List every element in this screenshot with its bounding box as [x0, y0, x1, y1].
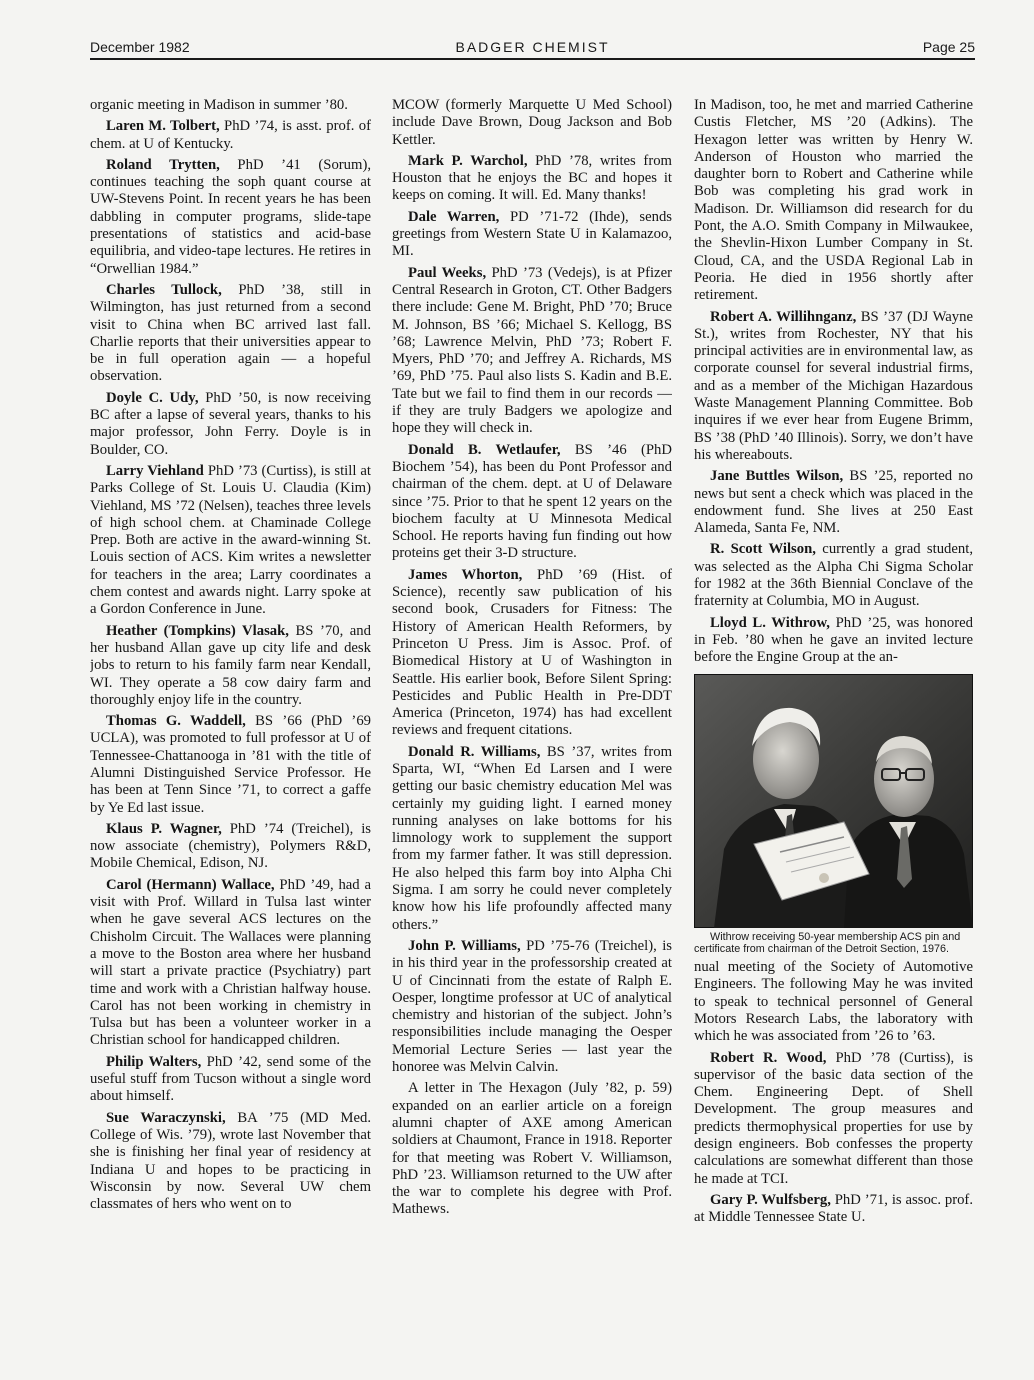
name-lead: Gary P. Wulfsberg, — [710, 1191, 831, 1208]
paragraph-text: PhD ’25, was honored in Feb. ’80 when he gave an invited lecture before the Engine Group at the an- — [694, 614, 973, 666]
paragraph — [90, 97, 371, 114]
column-3-top — [694, 97, 973, 667]
paragraph-text: nual meeting of the Society of Automotive Engineers. The following May he was invited to speak to technical personnel of General Motors Research Labs, the laboratory with which he was associated from ’26 to ’63. — [694, 959, 973, 1045]
paragraph-text: PhD ’78, writes from Houston that he enjoys the BC and hopes it keeps on coming. It will. Ed. Many thanks! — [392, 152, 672, 204]
paragraph-text: In Madison, too, he met and married Catherine Custis Fletcher, MS ’20 (Adkins). The Hexagon letter was written by Henry W. Anderson of Houston who married the daughter born to Robert and Catherine while Bob was completing his grad work in Madison. Dr. Williamson did research for du Pont, the A.O. Smith Company in Milwaukee, the Shevlin-Hixon Lumber Company in St. Cloud, CA, and the USDA Regional Lab in Peoria. He died in 1956 shortly after retirement. — [694, 97, 973, 304]
paragraph — [392, 265, 672, 438]
paragraph — [694, 1192, 973, 1227]
name-lead: Paul Weeks, — [408, 264, 487, 281]
name-lead: Jane Buttles Wilson, — [710, 468, 844, 485]
paragraph-text: PhD ’71, is assoc. prof. at Middle Tennessee State U. — [694, 1191, 973, 1226]
running-header — [90, 39, 975, 59]
withrow-photo — [694, 674, 973, 928]
paragraph-text: BS ’37, writes from Sparta, WI, “When Ed Larsen and I were getting our basic chemistry education Mel was certainly my guiding light. I earned money running analyses on lake bottoms for his limnology work to supplement the support from my farmer father. It was still depression. He also helped this farm boy into Alpha Chi Sigma. I am sorry he could never completely know how his life profoundly affected many others.” — [392, 743, 672, 933]
paragraph-text: PhD ’49, had a visit with Prof. Willard in Tulsa last winter when he gave several ACS lectures on the Chisholm Circuit. The Wallaces were planning a move to the Boston area where her husband will start a private practice (Psychiatry) part time and work with a Christian halfway house. Carol has not been working in chemistry in Tulsa but has been a volunteer worker in a Christian school for handicapped children. — [90, 876, 371, 1049]
paragraph-text: A letter in The Hexagon (July ’82, p. 59) expanded on an earlier article on a foreign alumni chapter of AXE among American soldiers at Chaumont, France in 1918. Reporter for that meeting was Robert V. Williamson, PhD ’23. Williamson returned to the UW after the war to complete his degree with Prof. Mathews. — [392, 1080, 672, 1218]
paragraph-text: PhD ’73 (Vedejs), is at Pfizer Central Research in Groton, CT. Other Badgers there include: Gene M. Bright, PhD ’70; Bruce M. Johnson, BS ’66; Michael S. Kellogg, BS ’68; Lawrence Melvin, PhD ’73; Robert F. Myers, PhD ’70; and Jeffrey A. Richards, MS ’69, PhD ’75. Paul also lists S. Kadin and B.E. Tate but we fail to find them in our records — if they are truly Badgers we apologize and hope they will check in. — [392, 264, 672, 437]
paragraph-text: BS ’46 (PhD Biochem ’54), has been du Pont Professor and chairman of the chem. dept. at U of Delaware since ’75. Prior to that he spent 12 years on the biochem faculty at U Minnesota Medical School. He reports having fun finding out how proteins get their 3-D structure. — [392, 441, 672, 562]
paragraph-text: PhD ’74 (Treichel), is now associate (chemistry), Polymers R&D, Mobile Chemical, Edison, NJ. — [90, 820, 371, 872]
paragraph — [694, 97, 973, 305]
paragraph-text: BS ’37 (DJ Wayne St.), writes from Rochester, NY that his principal activities are in environmental law, as corporate counsel for several industrial firms, and as a member of the Michigan Hazardous Waste Management Planning Committee. Bob inquires if we ever hear from Eugene Brimm, BS ’38 (PhD ’40 Illinois). Sorry, we don’t have his whereabouts. — [694, 308, 973, 463]
paragraph — [90, 390, 371, 459]
name-lead: Dale Warren, — [408, 208, 500, 225]
name-lead: Heather (Tompkins) Vlasak, — [106, 622, 289, 639]
paragraph — [392, 938, 672, 1076]
paragraph-text: PhD ’69 (Hist. of Science), recently saw publication of his second book, Crusaders for Fitness: The History of American Health Reformers, by Princeton U Press. Jim is Assoc. Prof. of Biomedical History at U of Washington in Seattle. His earlier book, Before Silent Spring: Pesticides and Public Health in Pre-DDT America (Princeton, 1974) has had excellent reviews and frequent citations. — [392, 566, 672, 739]
name-lead: Thomas G. Waddell, — [106, 713, 246, 730]
paragraph — [90, 1054, 371, 1106]
paragraph — [392, 97, 672, 149]
name-lead: Robert A. Willihnganz, — [710, 308, 857, 325]
paragraph-text: PD ’71-72 (Ihde), sends greetings from Western State U in Kalamazoo, MI. — [392, 208, 672, 260]
name-lead: Doyle C. Udy, — [106, 389, 199, 406]
name-lead: Donald R. Williams, — [408, 743, 541, 760]
paragraph-text: PhD ’41 (Sorum), continues teaching the soph quant course at UW-Stevens Point. In recent years he has been dabbling in computer programs, slide-tape presentations of statistics and acid-base equilibria, and video-tape lectures. He retires in “Orwellian 1984.” — [90, 156, 371, 277]
paragraph-text: BS ’66 (PhD ’69 UCLA), was promoted to full professor at U of Tennessee-Chattanooga in ’81 with the title of Alumni Distinguished Service Professor. He has been at Tenn Since ’71, to correct a gaffe by Ye Ed last issue. — [90, 713, 371, 816]
paragraph — [392, 153, 672, 205]
paragraph-text: MCOW (formerly Marquette U Med School) include Dave Brown, Doug Jackson and Bob Kettler. — [392, 97, 672, 148]
paragraph-text: currently a grad student, was selected as the Alpha Chi Sigma Scholar for 1982 at the 36th Biennial Conclave of the fraternity at Columbia, MO in August. — [694, 541, 973, 610]
paragraph — [90, 877, 371, 1050]
paragraph-text: BS ’70, and her husband Allan gave up city life and desk jobs to return to his family farm near Kendall, WI. They operate a 58 cow dairy farm and thoroughly enjoy life in the country. — [90, 622, 371, 708]
paragraph-text: PhD ’38, still in Wilmington, has just returned from a second visit to China when BC arrived last fall. Charlie reports that their universities appear to be in full operation again — a hopeful observation. — [90, 281, 371, 385]
issue-date: December 1982 — [90, 39, 190, 55]
paragraph — [392, 567, 672, 740]
name-lead: Robert R. Wood, — [710, 1049, 827, 1066]
name-lead: Mark P. Warchol, — [408, 152, 528, 169]
paragraph — [694, 468, 973, 537]
name-lead: John P. Williams, — [408, 937, 521, 954]
column-1 — [90, 97, 371, 1342]
header-rule — [90, 58, 975, 60]
name-lead: Donald B. Wetlaufer, — [408, 441, 561, 458]
paragraph-text: PhD ’50, is now receiving BC after a lapse of several years, thanks to his major professor, John Ferry. Doyle is in Boulder, CO. — [90, 389, 371, 458]
paragraph-text: PhD ’74, is asst. prof. of chem. at U of Kentucky. — [90, 118, 371, 152]
column-3-bottom — [694, 959, 973, 1226]
paragraph — [90, 118, 371, 153]
name-lead: Roland Trytten, — [106, 156, 220, 173]
paragraph-text: BA ’75 (MD Med. College of Wis. ’79), wrote last November that she is finishing her final year of residency at Indiana U and hopes to be practicing in Wisconsin by now. Several UW chem classmates of hers who went on to — [90, 1109, 371, 1213]
name-lead: Carol (Hermann) Wallace, — [106, 876, 275, 893]
paragraph-text: PD ’75-76 (Treichel), is in his third year in the professorship created at U of Cincinnati from the estate of Ralph E. Oesper, longtime professor at UC of analytical chemistry and historian of the subject. John’s responsibilities include managing the Oesper Memorial Lecture Series — last year the honoree was Melvin Calvin. — [392, 937, 672, 1076]
paragraph — [694, 309, 973, 465]
paragraph — [694, 541, 973, 610]
paragraph — [90, 463, 371, 619]
paragraph-text: organic meeting in Madison in summer ’80. — [90, 97, 348, 113]
name-lead: Charles Tullock, — [106, 281, 222, 298]
name-lead: Klaus P. Wagner, — [106, 820, 222, 837]
name-lead: James Whorton, — [408, 566, 523, 583]
name-lead: R. Scott Wilson, — [710, 541, 816, 558]
name-lead: Philip Walters, — [106, 1053, 202, 1070]
photo-caption: Withrow receiving 50-year membership ACS pin and certificate from chairman of the Detroit Section, 1976. — [694, 930, 961, 955]
name-lead: Larry Viehland — [106, 462, 204, 479]
paragraph — [694, 615, 973, 667]
paragraph — [90, 713, 371, 817]
paragraph — [392, 209, 672, 261]
paragraph-text: PhD ’73 (Curtiss), is still at Parks College of St. Louis U. Claudia (Kim) Viehland, MS ’72 (Nelsen), teaches three levels of high school chem. at Chaminade College Prep. Both are active in the award-winning St. Louis section of ACS. Kim writes a newsletter for teachers in the area; Larry coordinates a chem contest and awards night. Larry spoke at a Gordon Conference in June. — [90, 462, 371, 618]
paragraph — [90, 282, 371, 386]
paragraph — [392, 744, 672, 934]
paragraph — [90, 821, 371, 873]
paragraph — [694, 1050, 973, 1188]
publication-title: BADGER CHEMIST — [455, 39, 610, 55]
column-3 — [694, 97, 973, 1342]
column-2 — [392, 97, 672, 1342]
page-number: Page 25 — [922, 39, 975, 55]
name-lead: Sue Waraczynski, — [106, 1109, 226, 1126]
paragraph-text: BS ’25, reported no news but sent a check which was placed in the endowment fund. She lives at 250 East Alameda, Santa Fe, NM. — [694, 468, 973, 537]
name-lead: Lloyd L. Withrow, — [710, 614, 830, 631]
paragraph-text: PhD ’42, send some of the useful stuff from Tucson without a single word about himself. — [90, 1053, 371, 1105]
paragraph — [694, 959, 973, 1045]
name-lead: Laren M. Tolbert, — [106, 118, 220, 135]
paragraph — [392, 1080, 672, 1218]
paragraph-text: PhD ’78 (Curtiss), is supervisor of the basic data section of the Chem. Engineering Dept. of Shell Development. The group measures and predicts thermophysical properties for use by design engineers. Bob confesses the property calculations are somewhat different than those he made at TCI. — [694, 1049, 973, 1187]
paragraph — [90, 157, 371, 278]
paragraph — [392, 442, 672, 563]
paragraph — [90, 1110, 371, 1214]
paragraph — [90, 623, 371, 709]
